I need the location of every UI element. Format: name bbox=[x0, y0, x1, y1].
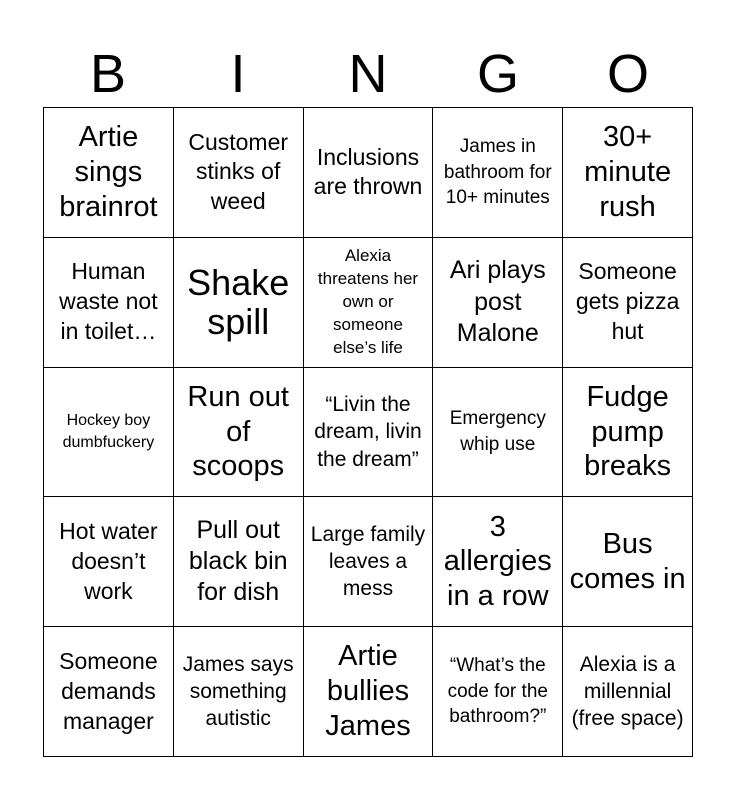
cell-text: Bus comes in bbox=[569, 527, 686, 595]
cell-text: Fudge pump breaks bbox=[584, 380, 672, 483]
cell-text: Someone gets pizza hut bbox=[575, 258, 680, 345]
cell-text: Hockey boy dumbfuckery bbox=[62, 411, 155, 451]
cell-text: Artie bullies James bbox=[325, 640, 411, 742]
bingo-cell-r3c5[interactable] bbox=[563, 368, 693, 498]
cell-text: Run out of scoops bbox=[187, 380, 289, 483]
bingo-cell-r5c5[interactable] bbox=[563, 627, 693, 757]
cell-text: “Livin the dream, livin the dream” bbox=[314, 393, 422, 471]
bingo-cell-r1c5[interactable] bbox=[563, 108, 693, 238]
bingo-cell-r4c3[interactable] bbox=[304, 497, 434, 627]
cell-text: Ari plays post Malone bbox=[449, 256, 546, 347]
bingo-cell-r4c1[interactable] bbox=[44, 497, 174, 627]
bingo-cell-r2c4[interactable] bbox=[433, 238, 563, 368]
bingo-cell-r1c4[interactable] bbox=[433, 108, 563, 238]
bingo-cell-r5c4[interactable] bbox=[433, 627, 563, 757]
bingo-cell-r3c4[interactable] bbox=[433, 368, 563, 498]
bingo-cell-r1c3[interactable] bbox=[304, 108, 434, 238]
cell-text: Alexia threatens her own or someone else’s life bbox=[317, 245, 419, 357]
bingo-cell-r3c3[interactable] bbox=[304, 368, 434, 498]
bingo-cell-r1c1[interactable] bbox=[44, 108, 174, 238]
bingo-cell-r2c1[interactable] bbox=[44, 238, 174, 368]
header-letter-g: G bbox=[476, 44, 519, 104]
cell-text: Someone demands manager bbox=[59, 647, 158, 734]
bingo-cell-r3c1[interactable] bbox=[44, 368, 174, 498]
bingo-cell-r2c2[interactable] bbox=[174, 238, 304, 368]
header-letter-b: B bbox=[89, 44, 127, 104]
cell-text: “What’s the code for the bathroom?” bbox=[447, 655, 548, 728]
header-letter-o: O bbox=[606, 44, 649, 104]
bingo-header bbox=[43, 40, 693, 108]
header-letter-i: I bbox=[230, 44, 246, 104]
cell-text: Inclusions are thrown bbox=[313, 143, 423, 200]
bingo-cell-r2c5[interactable] bbox=[563, 238, 693, 368]
bingo-cell-r5c1[interactable] bbox=[44, 627, 174, 757]
cell-text: 30+ minute rush bbox=[584, 121, 672, 223]
cell-text: Pull out black bin for dish bbox=[188, 515, 288, 607]
cell-text: Hot water doesn’t work bbox=[59, 517, 158, 604]
bingo-cell-r3c2[interactable] bbox=[174, 368, 304, 498]
cell-text: 3 allergies in a row bbox=[443, 510, 552, 613]
cell-text: Human waste not in toilet… bbox=[59, 258, 158, 345]
cell-text: Shake spill bbox=[187, 261, 290, 343]
bingo-cell-r1c2[interactable] bbox=[174, 108, 304, 238]
bingo-board bbox=[43, 107, 693, 757]
bingo-cell-r4c5[interactable] bbox=[563, 497, 693, 627]
header-letter-n: N bbox=[348, 44, 388, 104]
cell-text: Alexia is a millennial (free space) bbox=[571, 652, 684, 731]
cell-text: James in bathroom for 10+ minutes bbox=[443, 135, 552, 209]
bingo-cell-r4c2[interactable] bbox=[174, 497, 304, 627]
bingo-cell-r5c3[interactable] bbox=[304, 627, 434, 757]
cell-text: Emergency whip use bbox=[449, 408, 546, 455]
bingo-cell-r5c2[interactable] bbox=[174, 627, 304, 757]
bingo-cell-r2c3[interactable] bbox=[304, 238, 434, 368]
cell-text: Large family leaves a mess bbox=[310, 522, 426, 601]
cell-text: Artie sings brainrot bbox=[59, 121, 158, 223]
bingo-cell-r4c4[interactable] bbox=[433, 497, 563, 627]
cell-text: Customer stinks of weed bbox=[188, 128, 289, 215]
cell-text: James says something autistic bbox=[182, 652, 294, 731]
